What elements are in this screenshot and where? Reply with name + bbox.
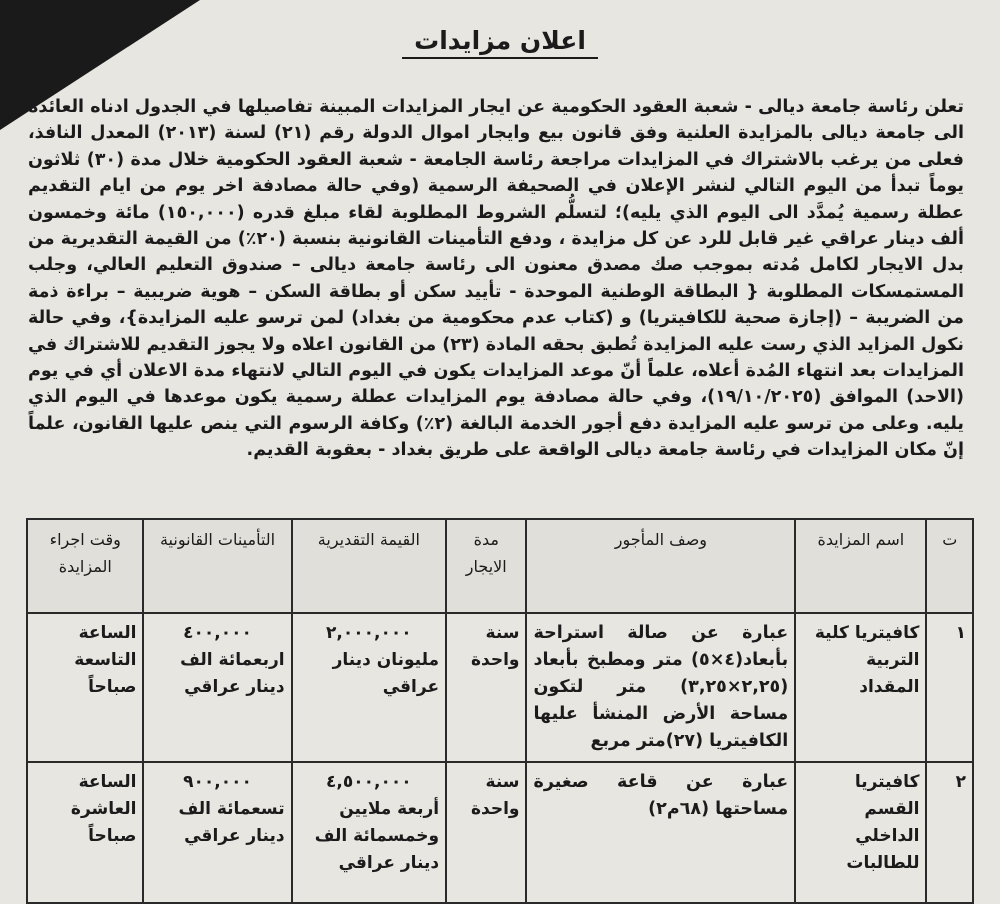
legal-deposit bbox=[143, 762, 291, 903]
header-estimated-value: القيمة التقديرية bbox=[292, 519, 446, 613]
row-number: ١ bbox=[926, 613, 973, 762]
header-no: ت bbox=[926, 519, 973, 613]
auctions-table bbox=[26, 518, 974, 904]
announcement-title bbox=[0, 26, 1000, 55]
header-deposit: التأمينات القانونية bbox=[143, 519, 291, 613]
auction-time: الساعة التاسعة صباحاً bbox=[27, 613, 143, 762]
auction-time: الساعة العاشرة صباحاً bbox=[27, 762, 143, 903]
header-duration: مدة الايجار bbox=[446, 519, 526, 613]
estimated-value-number: ٤,٥٠٠,٠٠٠ bbox=[326, 772, 412, 792]
estimated-value-words: مليونان دينار عراقي bbox=[332, 650, 440, 697]
estimated-value-words: أربعة ملايين وخمسمائة الف دينار عراقي bbox=[314, 799, 440, 873]
title-text: اعلان مزايدات bbox=[402, 26, 598, 59]
table-row bbox=[27, 762, 973, 903]
deposit-number: ٩٠٠,٠٠٠ bbox=[183, 772, 252, 792]
estimated-value bbox=[292, 613, 446, 762]
deposit-words: اربعمائة الف دينار عراقي bbox=[180, 650, 285, 697]
auction-name: كافيتريا القسم الداخلي للطالبات bbox=[795, 762, 926, 903]
rental-duration: سنة واحدة bbox=[446, 762, 526, 903]
header-description: وصف المأجور bbox=[526, 519, 795, 613]
deposit-number: ٤٠٠,٠٠٠ bbox=[183, 623, 252, 643]
rental-duration: سنة واحدة bbox=[446, 613, 526, 762]
table-row bbox=[27, 613, 973, 762]
announcement-paragraph: تعلن رئاسة جامعة ديالى - شعبة العقود الحكومية عن ايجار المزايدات المبينة تفاصيلها في الجدول ادناه العائدة الى جامعة ديالى بالمزايدة العلنية وفق قانون بيع وايجار اموال الدولة رقم (٢١) لسنة (٢٠١٣) المعدل النافذ، فعلى من يرغب بالاشتراك في المزايدات مراجعة رئاسة الجامعة - شعبة العقود الحكومية خلال مدة (٣٠) ثلاثون يوماً تبدأ من اليوم التالي لنشر الإعلان في الصحيفة الرسمية (وفي حالة مصادفة اخر يوم من ايام التقديم عطلة رسمية يُمدَّد الى اليوم الذي يليه)؛ لتسلُّم الشروط المطلوبة لقاء مبلغ قدره (١٥٠,٠٠٠) مائة وخمسون ألف دينار عراقي غير قابل للرد عن كل مزايدة ، ودفع التأمينات القانونية بنسبة (٢٠٪) من القيمة التقديرية من بدل الايجار لكامل مُدته بموجب صك مصدق معنون الى رئاسة جامعة ديالى – صندوق التعليم العالي، وجلب المستمسكات المطلوبة { البطاقة الوطنية الموحدة - تأييد سكن أو بطاقة السكن – هوية ضريبية – براءة ذمة من الضريبة – (إجازة صحية للكافيتريا) و (كتاب عدم محكومية من بغداد) لمن ترسو عليه المزايدة}، وفي حالة نكول المزايد الذي رست عليه المزايدة تُطبق بحقه المادة (٢٣) من القانون اعلاه ولا يجوز التقديم للاشتراك في المزايدات بعد انتهاء المُدة أعلاه، علماً أنّ موعد المزايدات يكون في اليوم التالي لانتهاء مدة الاعلان أي في يوم (الاحد) الموافق (١٩/١٠/٢٠٢٥)، وفي حالة مصادفة يوم المزايدات عطلة رسمية يكون موعدها في اليوم الذي يليه. وعلى من ترسو عليه المزايدة دفع أجور الخدمة البالغة (٢٪) وكافة الرسوم التي ينص عليها القانون، علماً إنّ مكان المزايدات في رئاسة جامعة ديالى الواقعة على طريق بغداد - بعقوبة القديم. bbox=[28, 97, 965, 461]
legal-deposit bbox=[143, 613, 291, 762]
announcement-body bbox=[28, 94, 964, 464]
estimated-value-number: ٢,٠٠٠,٠٠٠ bbox=[326, 623, 412, 643]
property-description: عبارة عن قاعة صغيرة مساحتها (٦٨م٢) bbox=[526, 762, 795, 903]
deposit-words: تسعمائة الف دينار عراقي bbox=[178, 799, 285, 846]
header-name: اسم المزايدة bbox=[795, 519, 926, 613]
row-number: ٢ bbox=[926, 762, 973, 903]
property-description: عبارة عن صالة استراحة بأبعاد(٤×٥) متر ومطبخ بأبعاد (٢,٢٥×٣,٢٥) متر لتكون مساحة الأرض المنشأ عليها الكافيتريا (٢٧)متر مربع bbox=[526, 613, 795, 762]
table-header-row bbox=[27, 519, 973, 613]
header-time: وقت اجراء المزايدة bbox=[27, 519, 143, 613]
estimated-value bbox=[292, 762, 446, 903]
auction-name: كافيتريا كلية التربية المقداد bbox=[795, 613, 926, 762]
